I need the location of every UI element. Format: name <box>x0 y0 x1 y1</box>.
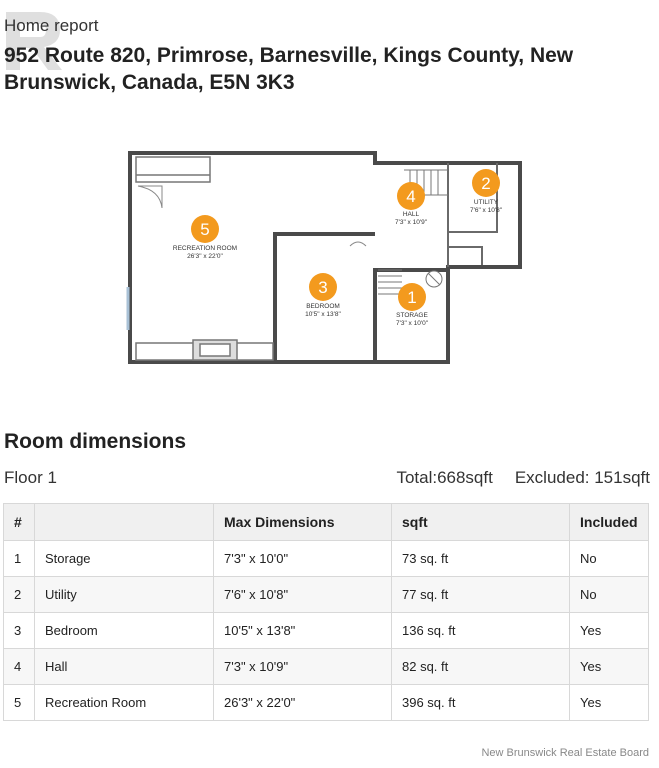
svg-text:3: 3 <box>318 278 328 297</box>
cell-dimensions: 7'6" x 10'8" <box>214 577 392 613</box>
svg-text:2: 2 <box>481 174 491 193</box>
cell-dimensions: 26'3" x 22'0" <box>214 685 392 721</box>
total-area: Total:668sqft <box>396 468 493 487</box>
room-name: STORAGE <box>396 312 428 319</box>
door-swing <box>138 186 162 208</box>
floor-plan <box>0 140 659 380</box>
area-totals <box>396 468 650 488</box>
cell-room: Storage <box>35 541 214 577</box>
cell-number: 4 <box>4 649 35 685</box>
svg-text:26'3" x 22'0": 26'3" x 22'0" <box>187 253 223 260</box>
cell-dimensions: 7'3" x 10'9" <box>214 649 392 685</box>
cell-included: Yes <box>570 613 649 649</box>
property-address: 952 Route 820, Primrose, Barnesville, Kings County, New Brunswick, Canada, E5N 3K3 <box>4 44 574 94</box>
marker-1-storage <box>396 283 429 327</box>
marker-3-bedroom <box>305 273 341 318</box>
svg-text:5: 5 <box>200 220 210 239</box>
cell-number: 3 <box>4 613 35 649</box>
svg-text:10'5" x 13'8": 10'5" x 13'8" <box>305 311 341 318</box>
floor-label: Floor 1 <box>4 468 57 487</box>
marker-5-recreation-room <box>173 215 237 260</box>
table-row <box>4 577 649 613</box>
closet-wall <box>449 247 482 265</box>
cell-included: Yes <box>570 685 649 721</box>
cell-included: Yes <box>570 649 649 685</box>
room-dims: 7'3" x 10'0" <box>395 320 429 327</box>
cell-sqft: 396 sq. ft <box>392 685 570 721</box>
header-room <box>35 504 214 541</box>
header-max-dimensions: Max Dimensions <box>214 504 392 541</box>
cell-dimensions: 7'3" x 10'0" <box>214 541 392 577</box>
cell-room: Utility <box>35 577 214 613</box>
table-row <box>4 649 649 685</box>
table-row <box>4 541 649 577</box>
svg-text:RECREATION ROOM: RECREATION ROOM <box>172 245 238 252</box>
marker-number: 1 <box>407 288 417 307</box>
cell-room: Bedroom <box>35 613 214 649</box>
svg-text:HALL: HALL <box>402 211 420 218</box>
marker-4-hall <box>395 182 428 226</box>
svg-text:7'3" x 10'9": 7'3" x 10'9" <box>394 219 428 226</box>
room-dimensions-table <box>3 503 649 721</box>
cell-room: Hall <box>35 649 214 685</box>
svg-text:7'6" x 10'8": 7'6" x 10'8" <box>469 207 503 214</box>
cell-number: 5 <box>4 685 35 721</box>
cell-sqft: 82 sq. ft <box>392 649 570 685</box>
storage-shelf <box>136 157 210 182</box>
table-header-row <box>4 504 649 541</box>
cell-sqft: 73 sq. ft <box>392 541 570 577</box>
svg-text:BEDROOM: BEDROOM <box>306 303 340 310</box>
cell-room: Recreation Room <box>35 685 214 721</box>
table-row <box>4 685 649 721</box>
footer-credit: New Brunswick Real Estate Board <box>481 747 649 759</box>
header-number: # <box>4 504 35 541</box>
excluded-area: Excluded: 151sqft <box>514 468 650 487</box>
cell-sqft: 136 sq. ft <box>392 613 570 649</box>
cell-number: 1 <box>4 541 35 577</box>
cell-dimensions: 10'5" x 13'8" <box>214 613 392 649</box>
header-included: Included <box>570 504 649 541</box>
cell-included: No <box>570 577 649 613</box>
room-dimensions-title: Room dimensions <box>4 430 187 453</box>
table-row <box>4 613 649 649</box>
cell-included: No <box>570 541 649 577</box>
report-label: Home report <box>4 16 99 35</box>
cell-number: 2 <box>4 577 35 613</box>
svg-text:4: 4 <box>406 187 416 206</box>
svg-text:UTILITY: UTILITY <box>473 199 499 206</box>
header-sqft: sqft <box>392 504 570 541</box>
cell-sqft: 77 sq. ft <box>392 577 570 613</box>
